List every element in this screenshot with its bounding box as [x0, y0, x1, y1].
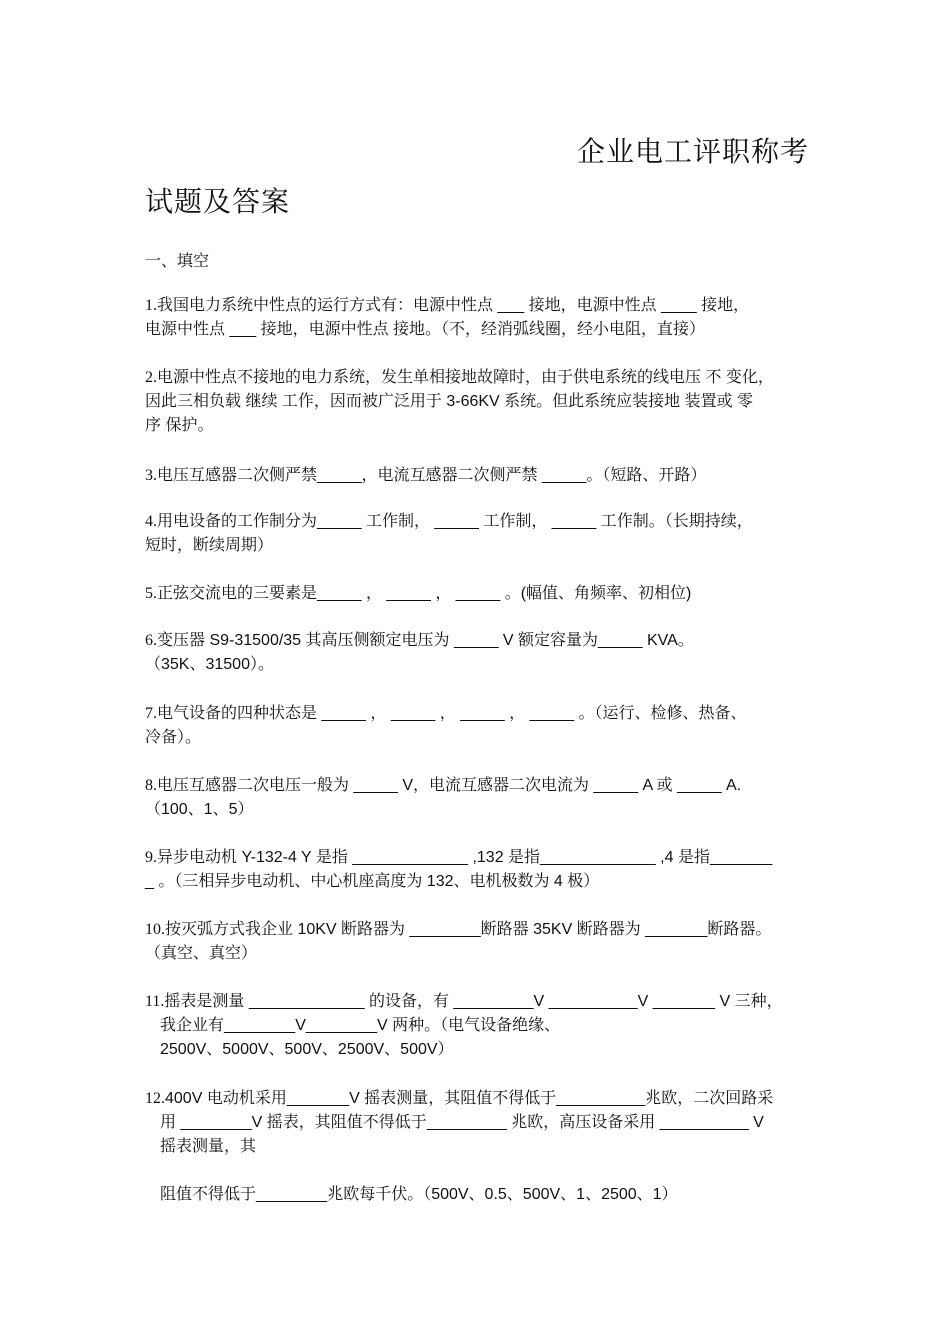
question-7-line-1: 7.电气设备的四种状态是 _____ ， _____ ， _____ ， _____ 。（运行、检修、热备、 — [145, 705, 747, 722]
question-1-line-2: 电源中性点 ___ 接地，电源中性点 接地。（不，经消弧线圈，经小电阻，直接） — [145, 321, 706, 338]
question-11 — [145, 990, 815, 1062]
question-12-line-3: 摇表测量，其 — [160, 1138, 257, 1155]
question-12 — [145, 1087, 815, 1159]
question-1 — [145, 294, 815, 342]
question-2-line-1: 2.电源中性点不接地的电力系统，发生单相接地故障时，由于供电系统的线电压 不 变化， — [145, 369, 774, 386]
question-12-line-2: 用 ________V 摇表，其阻值不得低于_________ 兆欧，高压设备采用 __________ V — [160, 1114, 764, 1131]
question-number: 4. — [145, 513, 157, 530]
question-5 — [145, 582, 815, 606]
document-title-line2: 试题及答案 — [145, 185, 291, 218]
question-5-line-1: 5.正弦交流电的三要素是_____ ， _____ ， _____ 。(幅值、角频率、初相位) — [145, 585, 692, 602]
question-number: 8. — [145, 777, 157, 794]
question-1-line-1: 1.我国电力系统中性点的运行方式有：电源中性点 ___ 接地，电源中性点 ____ 接地， — [145, 297, 750, 314]
question-4 — [145, 510, 815, 558]
question-12-line-1: 12.400V 电动机采用_______V 摇表测量，其阻值不得低于__________兆欧，二次回路采 — [145, 1090, 774, 1107]
question-8 — [145, 774, 815, 822]
question-2 — [145, 366, 815, 438]
question-11-line-3: 2500V、5000V、500V、2500V、500V） — [160, 1041, 454, 1058]
question-12-line-4: 阻值不得低于________兆欧每千伏。（500V、0.5、500V、1、2500、1） — [160, 1186, 678, 1203]
question-10 — [145, 918, 815, 966]
question-number: 7. — [145, 705, 157, 722]
question-number: 3. — [145, 467, 157, 484]
question-4-line-2: 短时，断续周期） — [145, 537, 274, 554]
question-11-line-1: 11.摇表是测量 _____________ 的设备，有 _________V __________V _______ V 三种， — [145, 993, 783, 1010]
question-9-line-2: _ 。（三相异步电动机、中心机座高度为 132、电机极数为 4 极） — [145, 873, 600, 890]
question-number: 6. — [145, 632, 157, 649]
question-9 — [145, 846, 815, 894]
question-number: 10. — [145, 921, 165, 938]
document-title-line1: 企业电工评职称考 — [577, 135, 810, 168]
question-6-line-2: （35K、31500）。 — [145, 656, 274, 673]
question-3 — [145, 464, 815, 488]
question-10-line-2: （真空、真空） — [145, 945, 258, 962]
question-7 — [145, 702, 815, 750]
question-number: 2. — [145, 369, 157, 386]
question-number: 1. — [145, 297, 157, 314]
question-7-line-2: 冷备）。 — [145, 729, 202, 746]
question-number: 9. — [145, 849, 157, 866]
question-10-line-1: 10.按灭弧方式我企业 10KV 断路器为 ________断路器 35KV 断路器为 _______断路器。 — [145, 921, 772, 938]
section-heading: 一、填空 — [145, 253, 210, 270]
question-number: 12. — [145, 1090, 165, 1107]
question-number: 11. — [145, 993, 165, 1010]
question-8-line-2: （100、1、5） — [145, 801, 254, 818]
question-8-line-1: 8.电压互感器二次电压一般为 _____ V，电流互感器二次电流为 _____ A 或 _____ A. — [145, 777, 742, 794]
question-3-line-1: 3.电压互感器二次侧严禁_____，电流互感器二次侧严禁 _____。（短路、开路） — [145, 467, 707, 484]
question-2-line-2: 因此三相负载 继续 工作，因而被广泛用于 3-66KV 系统。但此系统应装接地 装置或 零 — [145, 393, 754, 410]
question-6 — [145, 629, 815, 677]
question-12-continuation — [145, 1183, 815, 1207]
question-number: 5. — [145, 585, 157, 602]
question-9-line-1: 9.异步电动机 Y-132-4 Y 是指 _____________ ,132 是指_____________ ,4 是指_______ — [145, 849, 773, 866]
question-2-line-3: 序 保护。 — [145, 417, 214, 434]
question-11-line-2: 我企业有________V________V 两种。（电气设备绝缘、 — [160, 1017, 561, 1034]
question-4-line-1: 4.用电设备的工作制分为_____ 工作制， _____ 工作制， _____ 工作制。（长期持续， — [145, 513, 753, 530]
question-6-line-1: 6.变压器 S9-31500/35 其高压侧额定电压为 _____ V 额定容量为_____ KVA。 — [145, 632, 694, 649]
